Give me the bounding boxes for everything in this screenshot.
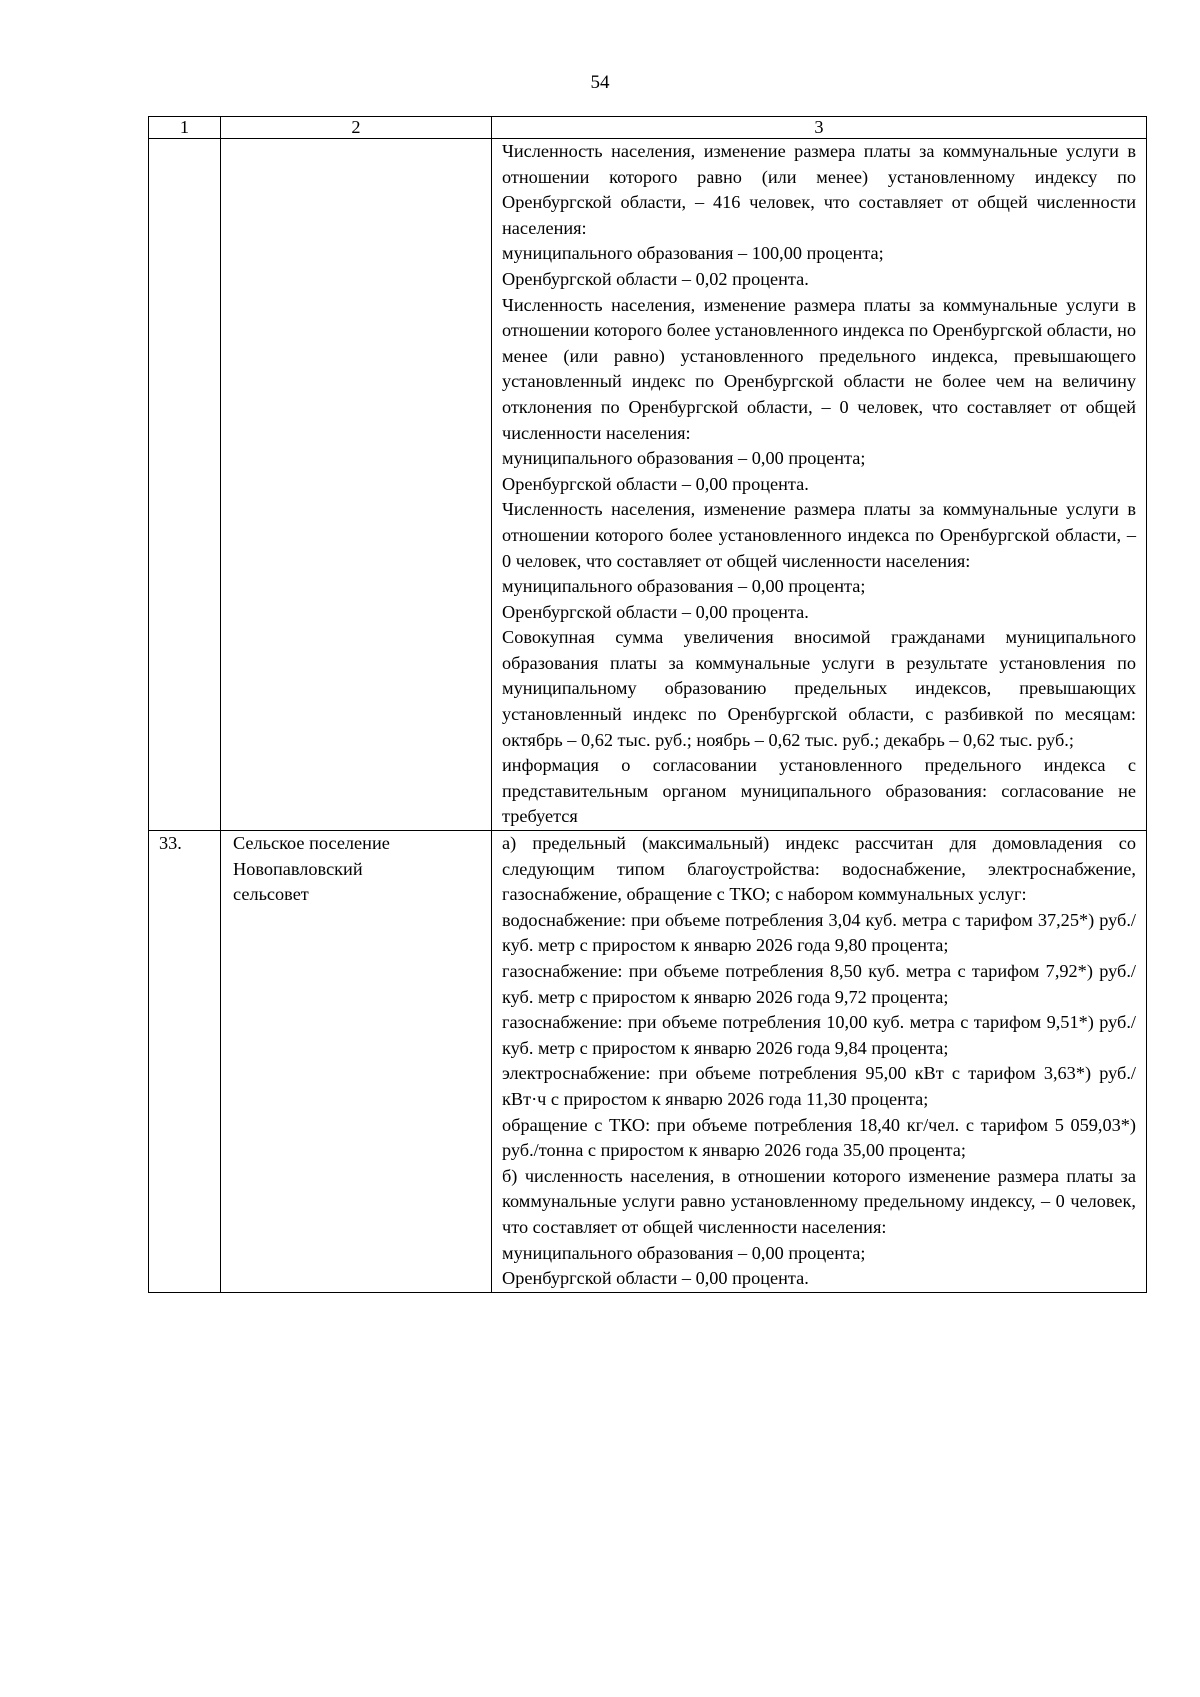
paragraph: Оренбургской области – 0,00 процента. bbox=[502, 601, 809, 622]
paragraph: Оренбургской области – 0,00 процента. bbox=[502, 473, 809, 494]
paragraph: муниципального образования – 0,00 процента; bbox=[502, 576, 866, 597]
table-row bbox=[149, 831, 1147, 1293]
table-body bbox=[149, 139, 1147, 1293]
header-col-3: 3 bbox=[492, 117, 1147, 139]
paragraph: газоснабжение: при объеме потребления 8,50 куб. метра с тарифом 7,92*) руб./куб. метр с приростом к январю 2026 года 9,72 процента; bbox=[502, 961, 1136, 1007]
description-cell bbox=[492, 831, 1147, 1293]
header-col-2: 2 bbox=[221, 117, 492, 139]
paragraph: газоснабжение: при объеме потребления 10,00 куб. метра с тарифом 9,51*) руб./куб. метр с приростом к январю 2026 года 9,84 процента; bbox=[502, 1012, 1136, 1058]
paragraph: а) предельный (максимальный) индекс рассчитан для домовладения со следующим типом благоустройства: водоснабжение, электроснабжение, газоснабжение, обращение с ТКО; с набором коммунальных услуг: bbox=[502, 833, 1136, 905]
document-table bbox=[148, 116, 1147, 1293]
table-row bbox=[149, 139, 1147, 831]
paragraph: Численность населения, изменение размера платы за коммунальные услуги в отношении которого равно (или менее) установленному индексу по Оренбургской области, – 416 человек, что составляет от общей численности населения: bbox=[502, 141, 1136, 238]
paragraph: электроснабжение: при объеме потребления 95,00 кВт с тарифом 3,63*) руб./кВт·ч с приростом к январю 2026 года 11,30 процента; bbox=[502, 1063, 1136, 1109]
page-number: 54 bbox=[590, 72, 610, 93]
municipality-name-cell bbox=[221, 139, 492, 831]
paragraph: Совокупная сумма увеличения вносимой гражданами муниципального образования платы за коммунальные услуги в результате установления по муниципальному образованию предельных индексов, превышающих установленный индекс по Оренбургской области, с разбивкой по месяцам: октябрь – 0,62 тыс. руб.; ноябрь – 0,62 тыс. руб.; декабрь – 0,62 тыс. руб.; bbox=[502, 627, 1136, 750]
municipality-name-line: сельсовет bbox=[233, 884, 309, 905]
paragraph: Оренбургской области – 0,00 процента. bbox=[502, 1268, 809, 1289]
description-cell bbox=[492, 139, 1147, 831]
municipality-name-cell bbox=[221, 831, 492, 1293]
paragraph: обращение с ТКО: при объеме потребления 18,40 кг/чел. с тарифом 5 059,03*) руб./тонна с приростом к январю 2026 года 35,00 процента; bbox=[502, 1114, 1136, 1161]
row-number-cell bbox=[149, 139, 221, 831]
header-col-1: 1 bbox=[149, 117, 221, 139]
paragraph: муниципального образования – 0,00 процента; bbox=[502, 1242, 866, 1263]
municipality-name-line: Новопавловский bbox=[233, 858, 363, 879]
paragraph: водоснабжение: при объеме потребления 3,04 куб. метра с тарифом 37,25*) руб./ куб. метр с приростом к январю 2026 года 9,80 процента; bbox=[502, 909, 1136, 956]
municipality-name-line: Сельское поселение bbox=[233, 833, 390, 854]
table-header bbox=[149, 117, 1147, 139]
row-number-cell: 33. bbox=[149, 831, 221, 1293]
paragraph: муниципального образования – 0,00 процента; bbox=[502, 448, 866, 469]
paragraph: информация о согласовании установленного предельного индекса с представительным органом муниципального образования: согласование не требуется bbox=[502, 755, 1136, 827]
paragraph: Численность населения, изменение размера платы за коммунальные услуги в отношении которого более установленного индекса по Оренбургской области, но менее (или равно) установленного предельного индекса, превышающего установленный индекс по Оренбургской области не более чем на величину отклонения по Оренбургской области, – 0 человек, что составляет от общей численности населения: bbox=[502, 294, 1136, 443]
paragraph: б) численность населения, в отношении которого изменение размера платы за коммунальные услуги равно установленному предельному индексу, – 0 человек, что составляет от общей численности населения: bbox=[502, 1165, 1136, 1237]
paragraph: муниципального образования – 100,00 процента; bbox=[502, 243, 884, 264]
paragraph: Оренбургской области – 0,02 процента. bbox=[502, 268, 809, 289]
paragraph: Численность населения, изменение размера платы за коммунальные услуги в отношении которого более установленного индекса по Оренбургской области, – 0 человек, что составляет от общей численности населения: bbox=[502, 499, 1136, 571]
header-row bbox=[149, 117, 1147, 139]
